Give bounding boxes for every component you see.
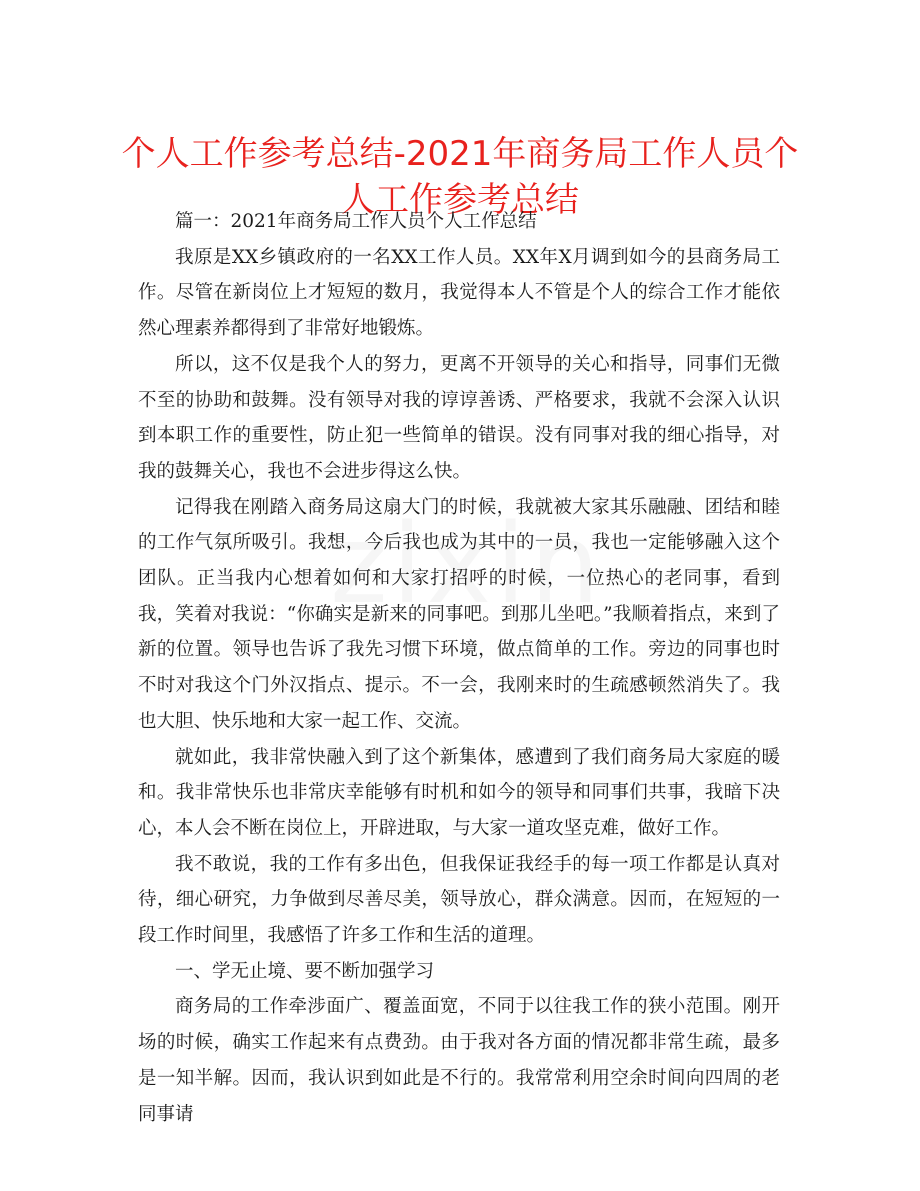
document-title: 个人工作参考总结-2021年商务局工作人员个人工作参考总结 bbox=[121, 133, 799, 220]
paragraph: 记得我在刚踏入商务局这扇大门的时候，我就被大家其乐融融、团结和睦的工作气氛所吸引。我想，今后我也成为其中的一员，我也一定能够融入这个团队。正当我内心想着如何和大家打招呼的时候，一位热心的老同事，看到我，笑着对我说：“你确实是新来的同事吧。到那儿坐吧。”我顺着指点，来到了新的位置。领导也告诉了我先习惯下环境，做点简单的工作。旁边的同事也时不时对我这个门外汉指点、提示。不一会，我刚来时的生疏感顿然消失了。我也大胆、快乐地和大家一起工作、交流。 bbox=[138, 496, 780, 732]
paragraph: 商务局的工作牵涉面广、覆盖面宽，不同于以往我工作的狭小范围。刚开场的时候，确实工作起来有点费劲。由于我对各方面的情况都非常生疏，最多是一知半解。因而，我认识到如此是不行的。我常常利用空余时间向四周的老同事请 bbox=[138, 996, 780, 1125]
paragraph: 我原是XX乡镇政府的一名XX工作人员。XX年X月调到如今的县商务局工作。尽管在新岗位上才短短的数月，我觉得本人不管是个人的综合工作才能依然心理素养都得到了非常好地锻炼。 bbox=[138, 246, 780, 340]
paragraph: 我不敢说，我的工作有多出色，但我保证我经手的每一项工作都是认真对待，细心研究，力争做到尽善尽美，领导放心，群众满意。因而，在短短的一段工作时间里，我感悟了许多工作和生活的道理。 bbox=[138, 853, 780, 947]
paragraph-subheading: 一、学无止境、要不断加强学习 bbox=[175, 960, 435, 982]
paragraph: 就如此，我非常快融入到了这个新集体，感遭到了我们商务局大家庭的暖和。我非常快乐也非常庆幸能够有时机和如今的领导和同事们共事，我暗下决心，本人会不断在岗位上，开辟进取，与大家一道攻坚克难，做好工作。 bbox=[138, 746, 780, 839]
document-body bbox=[138, 204, 780, 1132]
paragraph-section-heading: 篇一：2021年商务局工作人员个人工作总结 bbox=[175, 211, 537, 232]
paragraph: 所以，这不仅是我个人的努力，更离不开领导的关心和指导，同事们无微不至的协助和鼓舞。没有领导对我的谆谆善诱、严格要求，我就不会深入认识到本职工作的重要性，防止犯一些简单的错误。没有同事对我的细心指导，对我的鼓舞关心，我也不会进步得这么快。 bbox=[138, 353, 780, 482]
